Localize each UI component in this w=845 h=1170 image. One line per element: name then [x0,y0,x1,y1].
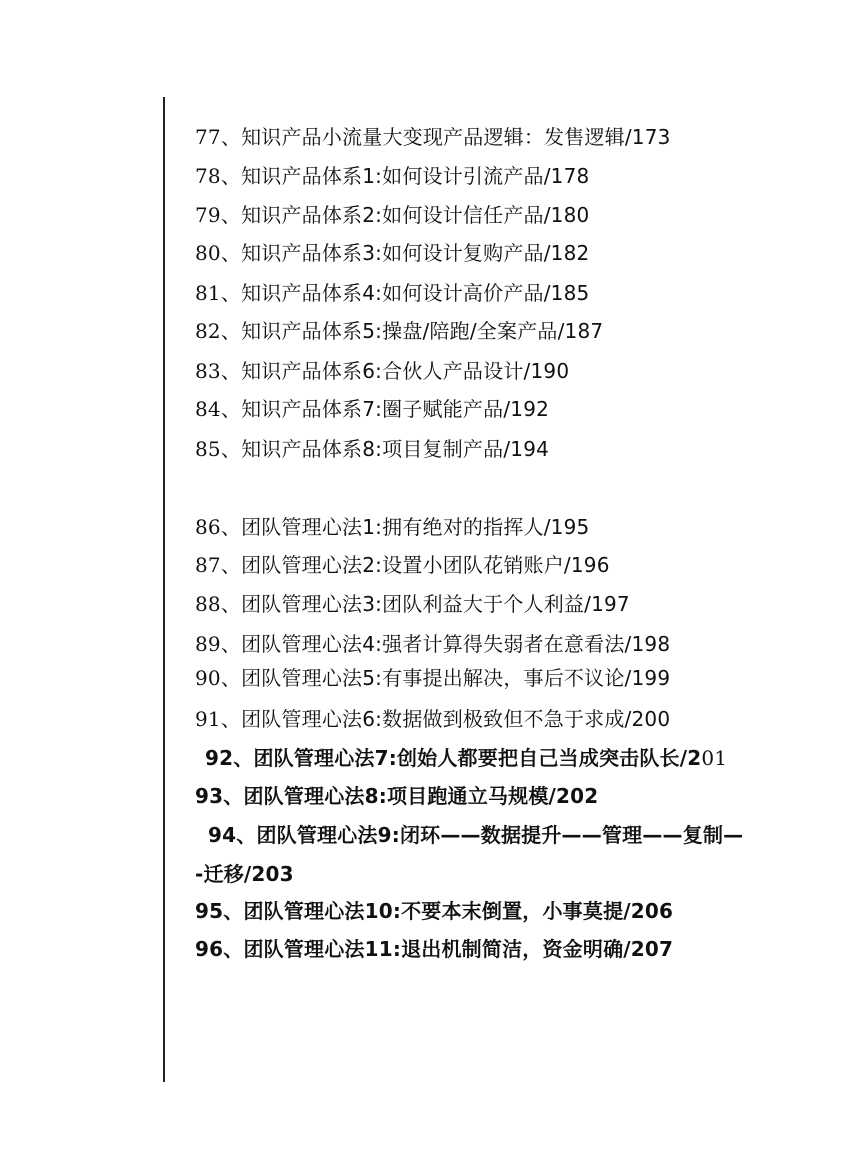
toc-entry-number: 77、 [195,125,242,149]
toc-entry-text: 知识产品体系1:如何设计引流产品/178 [241,164,590,188]
toc-entry-text: 团队管理心法4:强者计算得失弱者在意看法/198 [241,632,671,656]
toc-entry-number: 93、 [195,784,244,808]
toc-entry-text: 知识产品体系4:如何设计高价产品/185 [241,281,590,305]
toc-entry-number: 79、 [195,203,242,227]
toc-entry-text: 团队管理心法7:创始人都要把自己当成突击队长/2 [253,746,702,770]
toc-entry-number: 88、 [195,592,242,616]
toc-entry-number: 91、 [195,707,242,731]
toc-entry-text: 知识产品体系3:如何设计复购产品/182 [241,241,590,265]
toc-entry-text: 知识产品体系5:操盘/陪跑/全案产品/187 [241,319,604,343]
toc-entry-number: 85、 [195,437,242,461]
toc-entry-number: 80、 [195,241,242,265]
toc-entry-text: 知识产品体系6:合伙人产品设计/190 [241,359,570,383]
toc-entry-95 [195,898,673,924]
toc-entry-page-tail: 01 [701,746,728,770]
toc-entry-number: 87、 [195,553,242,577]
toc-entry-number: 83、 [195,359,242,383]
toc-entry-text: 团队管理心法8:项目跑通立马规模/202 [243,784,599,808]
toc-entry-number: 82、 [195,319,242,343]
toc-entry-text: 知识产品体系8:项目复制产品/194 [241,437,550,461]
toc-entry-text: 知识产品体系2:如何设计信任产品/180 [241,203,590,227]
toc-entry-93 [195,783,598,809]
toc-entry-number: 84、 [195,397,242,421]
toc-entry-81 [195,280,589,306]
toc-entry-number: 81、 [195,281,242,305]
toc-entry-text: 团队管理心法6:数据做到极致但不急于求成/200 [241,707,671,731]
toc-entry-text: 团队管理心法3:团队利益大于个人利益/197 [241,592,630,616]
toc-entry-number: 96、 [195,937,244,961]
toc-entry-86 [195,514,589,540]
toc-entry-90 [195,665,670,691]
toc-entry-text: 团队管理心法1:拥有绝对的指挥人/195 [241,515,590,539]
toc-entry-text-continued: -迁移/203 [195,862,294,886]
toc-entry-78 [195,163,589,189]
toc-entry-92 [205,745,727,771]
toc-entry-85 [195,436,549,462]
toc-entry-text: 团队管理心法2:设置小团队花销账户/196 [241,553,610,577]
toc-entry-number: 92、 [205,746,254,770]
toc-entry-number: 94、 [208,823,257,847]
toc-entry-text: 团队管理心法10:不要本末倒置，小事莫提/206 [243,899,674,923]
toc-entry-text: 团队管理心法9:闭环——数据提升——管理——复制— [256,823,744,847]
toc-entry-80 [195,240,589,266]
toc-entry-91 [195,706,670,732]
toc-entry-text: 知识产品体系7:圈子赋能产品/192 [241,397,550,421]
toc-entry-94-continuation [195,861,294,887]
toc-entry-83 [195,358,569,384]
toc-entry-text: 知识产品小流量大变现产品逻辑：发售逻辑/173 [241,125,671,149]
toc-entry-79 [195,202,589,228]
toc-entry-88 [195,591,630,617]
toc-entry-number: 78、 [195,164,242,188]
toc-entry-text: 团队管理心法5:有事提出解决，事后不议论/199 [241,666,671,690]
toc-entry-82 [195,318,603,344]
toc-entry-77 [195,124,671,150]
toc-entry-text: 团队管理心法11:退出机制简洁，资金明确/207 [243,937,674,961]
toc-entry-84 [195,396,549,422]
toc-entry-96 [195,936,673,962]
toc-entry-94 [208,822,743,848]
toc-entry-87 [195,552,610,578]
toc-entry-number: 95、 [195,899,244,923]
toc-entry-number: 89、 [195,632,242,656]
toc-entry-number: 86、 [195,515,242,539]
toc-entry-number: 90、 [195,666,242,690]
toc-entry-89 [195,631,670,657]
